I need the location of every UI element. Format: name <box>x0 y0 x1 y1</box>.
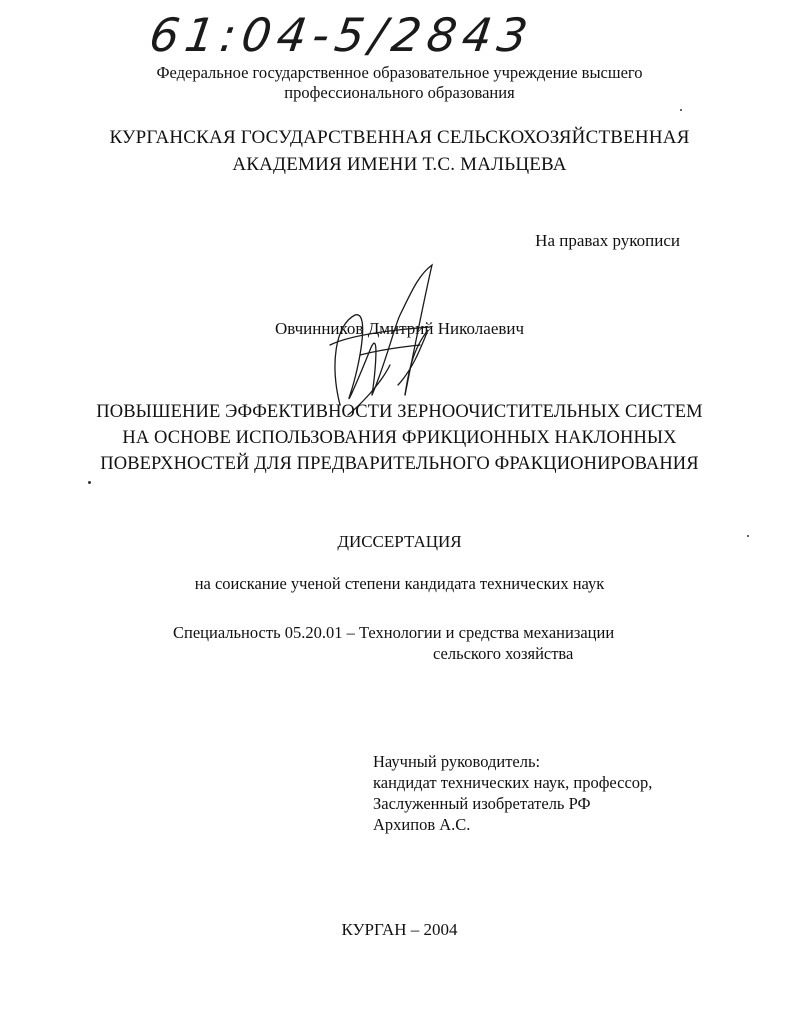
dissertation-title <box>0 399 799 477</box>
advisor-block <box>373 751 652 835</box>
title-line-1: ПОВЫШЕНИЕ ЭФФЕКТИВНОСТИ ЗЕРНООЧИСТИТЕЛЬНЫХ СИСТЕМ <box>96 402 703 422</box>
title-line-3: ПОВЕРХНОСТЕЙ ДЛЯ ПРЕДВАРИТЕЛЬНОГО ФРАКЦИОНИРОВАНИЯ <box>100 454 699 474</box>
academy-name-line-2: АКАДЕМИЯ ИМЕНИ Т.С. МАЛЬЦЕВА <box>232 154 567 175</box>
city-year: КУРГАН – 2004 <box>341 920 458 939</box>
archive-code-text: 61:04-5/2843 <box>146 8 537 62</box>
academy-name-line-1: КУРГАНСКАЯ ГОСУДАРСТВЕННАЯ СЕЛЬСКОХОЗЯЙСТВЕННАЯ <box>109 127 690 148</box>
advisor-name: Архипов А.С. <box>373 815 471 834</box>
scan-speck <box>88 481 91 484</box>
title-line-2: НА ОСНОВЕ ИСПОЛЬЗОВАНИЯ ФРИКЦИОННЫХ НАКЛОННЫХ <box>122 428 677 448</box>
handwritten-archive-code <box>146 8 537 62</box>
specialty-line-2: сельского хозяйства <box>433 644 574 663</box>
document-type: ДИССЕРТАЦИЯ <box>337 532 462 551</box>
organization-line-2: профессионального образования <box>284 83 515 102</box>
scan-speck <box>747 535 749 537</box>
advisor-title: Заслуженный изобретатель РФ <box>373 794 591 813</box>
scan-speck <box>680 109 682 111</box>
organization-line-1: Федеральное государственное образовательное учреждение высшего <box>156 63 643 82</box>
author-name: Овчинников Дмитрий Николаевич <box>274 319 525 338</box>
degree-line: на соискание ученой степени кандидата технических наук <box>194 574 605 593</box>
specialty-line-1: Специальность 05.20.01 – Технологии и средства механизации <box>173 623 615 642</box>
advisor-degree: кандидат технических наук, профессор, <box>373 773 653 792</box>
advisor-heading: Научный руководитель: <box>373 752 541 771</box>
rights-note: На правах рукописи <box>535 231 680 250</box>
